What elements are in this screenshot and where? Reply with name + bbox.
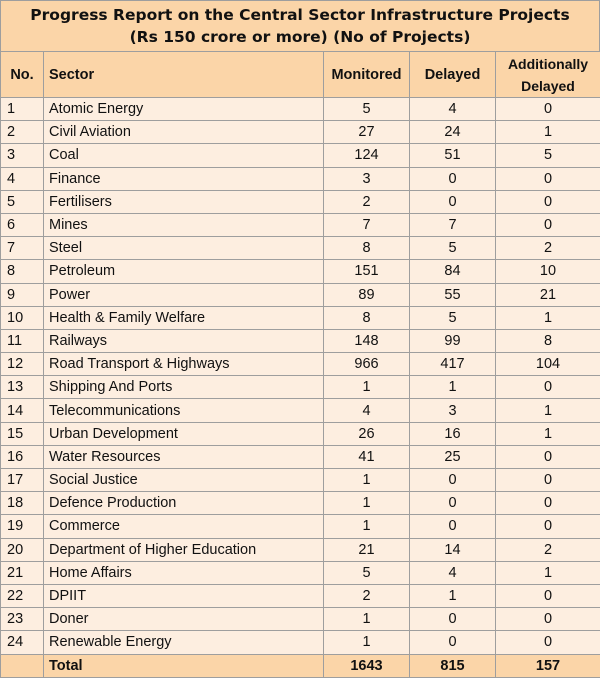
sector-name: DPIIT [44, 584, 324, 607]
monitored-count: 89 [324, 283, 410, 306]
total-monitored: 1643 [324, 654, 410, 677]
sector-name: Steel [44, 237, 324, 260]
monitored-count: 124 [324, 144, 410, 167]
monitored-count: 151 [324, 260, 410, 283]
monitored-count: 3 [324, 167, 410, 190]
additionally-delayed-count: 0 [496, 515, 600, 538]
row-number: 22 [1, 584, 44, 607]
delayed-count: 25 [410, 445, 496, 468]
monitored-count: 5 [324, 561, 410, 584]
row-number: 14 [1, 399, 44, 422]
sector-name: Petroleum [44, 260, 324, 283]
additionally-delayed-count: 0 [496, 492, 600, 515]
sector-name: Power [44, 283, 324, 306]
sector-name: Renewable Energy [44, 631, 324, 654]
table-row [1, 260, 600, 283]
delayed-count: 0 [410, 631, 496, 654]
monitored-count: 8 [324, 237, 410, 260]
table-row [1, 329, 600, 352]
sector-name: Home Affairs [44, 561, 324, 584]
monitored-count: 966 [324, 353, 410, 376]
delayed-count: 4 [410, 98, 496, 121]
monitored-count: 1 [324, 376, 410, 399]
table-row [1, 144, 600, 167]
projects-table [0, 51, 600, 678]
delayed-count: 99 [410, 329, 496, 352]
row-number: 4 [1, 167, 44, 190]
row-number: 3 [1, 144, 44, 167]
table-row [1, 121, 600, 144]
header-no: No. [1, 52, 44, 98]
additionally-delayed-count: 0 [496, 190, 600, 213]
sector-name: Road Transport & Highways [44, 353, 324, 376]
table-row [1, 584, 600, 607]
delayed-count: 14 [410, 538, 496, 561]
additionally-delayed-count: 1 [496, 561, 600, 584]
row-number: 7 [1, 237, 44, 260]
additionally-delayed-count: 0 [496, 167, 600, 190]
additionally-delayed-count: 0 [496, 469, 600, 492]
row-number: 1 [1, 98, 44, 121]
sector-name: Commerce [44, 515, 324, 538]
total-delayed: 815 [410, 654, 496, 677]
header-row [1, 52, 600, 98]
sector-name: Civil Aviation [44, 121, 324, 144]
table-row [1, 306, 600, 329]
monitored-count: 41 [324, 445, 410, 468]
header-additionally-line-2: Delayed [521, 77, 575, 94]
row-number: 13 [1, 376, 44, 399]
delayed-count: 51 [410, 144, 496, 167]
row-number: 19 [1, 515, 44, 538]
additionally-delayed-count: 0 [496, 584, 600, 607]
sector-name: Defence Production [44, 492, 324, 515]
row-number: 2 [1, 121, 44, 144]
delayed-count: 0 [410, 167, 496, 190]
report-title-line-1: Progress Report on the Central Sector Infrastructure Projects [30, 6, 570, 24]
additionally-delayed-count: 0 [496, 631, 600, 654]
delayed-count: 7 [410, 213, 496, 236]
header-delayed: Delayed [410, 52, 496, 98]
sector-name: Fertilisers [44, 190, 324, 213]
delayed-count: 4 [410, 561, 496, 584]
delayed-count: 417 [410, 353, 496, 376]
table-row [1, 237, 600, 260]
table-row [1, 515, 600, 538]
additionally-delayed-count: 1 [496, 422, 600, 445]
row-number: 5 [1, 190, 44, 213]
delayed-count: 16 [410, 422, 496, 445]
row-number: 8 [1, 260, 44, 283]
monitored-count: 27 [324, 121, 410, 144]
delayed-count: 0 [410, 608, 496, 631]
additionally-delayed-count: 0 [496, 445, 600, 468]
delayed-count: 5 [410, 237, 496, 260]
row-number: 18 [1, 492, 44, 515]
table-row [1, 492, 600, 515]
table-row [1, 538, 600, 561]
monitored-count: 8 [324, 306, 410, 329]
table-row [1, 608, 600, 631]
table-row [1, 445, 600, 468]
monitored-count: 2 [324, 190, 410, 213]
delayed-count: 5 [410, 306, 496, 329]
delayed-count: 0 [410, 190, 496, 213]
additionally-delayed-count: 1 [496, 121, 600, 144]
monitored-count: 7 [324, 213, 410, 236]
delayed-count: 55 [410, 283, 496, 306]
row-number: 20 [1, 538, 44, 561]
sector-name: Telecommunications [44, 399, 324, 422]
monitored-count: 1 [324, 492, 410, 515]
row-number: 24 [1, 631, 44, 654]
additionally-delayed-count: 0 [496, 98, 600, 121]
delayed-count: 0 [410, 469, 496, 492]
additionally-delayed-count: 8 [496, 329, 600, 352]
additionally-delayed-count: 10 [496, 260, 600, 283]
sector-name: Water Resources [44, 445, 324, 468]
sector-name: Department of Higher Education [44, 538, 324, 561]
monitored-count: 1 [324, 469, 410, 492]
delayed-count: 0 [410, 515, 496, 538]
delayed-count: 24 [410, 121, 496, 144]
additionally-delayed-count: 21 [496, 283, 600, 306]
header-additionally-line-1: Additionally [507, 55, 589, 72]
sector-name: Shipping And Ports [44, 376, 324, 399]
table-row [1, 98, 600, 121]
total-label: Total [44, 654, 324, 677]
sector-name: Mines [44, 213, 324, 236]
delayed-count: 0 [410, 492, 496, 515]
row-number: 16 [1, 445, 44, 468]
additionally-delayed-count: 0 [496, 608, 600, 631]
sector-name: Doner [44, 608, 324, 631]
additionally-delayed-count: 104 [496, 353, 600, 376]
additionally-delayed-count: 2 [496, 538, 600, 561]
table-row [1, 631, 600, 654]
total-additionally-delayed: 157 [496, 654, 600, 677]
header-sector: Sector [44, 52, 324, 98]
sector-name: Finance [44, 167, 324, 190]
additionally-delayed-count: 1 [496, 306, 600, 329]
header-additionally-delayed [496, 52, 600, 98]
table-row [1, 469, 600, 492]
monitored-count: 5 [324, 98, 410, 121]
monitored-count: 21 [324, 538, 410, 561]
monitored-count: 26 [324, 422, 410, 445]
table-row [1, 422, 600, 445]
row-number: 10 [1, 306, 44, 329]
table-row [1, 561, 600, 584]
table-row [1, 283, 600, 306]
table-row [1, 190, 600, 213]
additionally-delayed-count: 0 [496, 213, 600, 236]
table-row [1, 213, 600, 236]
additionally-delayed-count: 1 [496, 399, 600, 422]
sector-name: Coal [44, 144, 324, 167]
row-number: 11 [1, 329, 44, 352]
row-number: 9 [1, 283, 44, 306]
report-title-line-2: (Rs 150 crore or more) (No of Projects) [129, 28, 471, 46]
row-number: 23 [1, 608, 44, 631]
table-row [1, 353, 600, 376]
monitored-count: 4 [324, 399, 410, 422]
sector-name: Health & Family Welfare [44, 306, 324, 329]
total-no-cell [1, 654, 44, 677]
monitored-count: 1 [324, 608, 410, 631]
sector-name: Urban Development [44, 422, 324, 445]
delayed-count: 1 [410, 584, 496, 607]
total-row [1, 654, 600, 677]
delayed-count: 84 [410, 260, 496, 283]
monitored-count: 1 [324, 631, 410, 654]
row-number: 15 [1, 422, 44, 445]
row-number: 12 [1, 353, 44, 376]
table-row [1, 399, 600, 422]
sector-name: Atomic Energy [44, 98, 324, 121]
report-title [0, 0, 600, 51]
table-row [1, 167, 600, 190]
row-number: 17 [1, 469, 44, 492]
sector-name: Social Justice [44, 469, 324, 492]
monitored-count: 148 [324, 329, 410, 352]
row-number: 21 [1, 561, 44, 584]
delayed-count: 1 [410, 376, 496, 399]
monitored-count: 2 [324, 584, 410, 607]
monitored-count: 1 [324, 515, 410, 538]
additionally-delayed-count: 5 [496, 144, 600, 167]
delayed-count: 3 [410, 399, 496, 422]
table-row [1, 376, 600, 399]
row-number: 6 [1, 213, 44, 236]
header-monitored: Monitored [324, 52, 410, 98]
sector-name: Railways [44, 329, 324, 352]
additionally-delayed-count: 2 [496, 237, 600, 260]
additionally-delayed-count: 0 [496, 376, 600, 399]
